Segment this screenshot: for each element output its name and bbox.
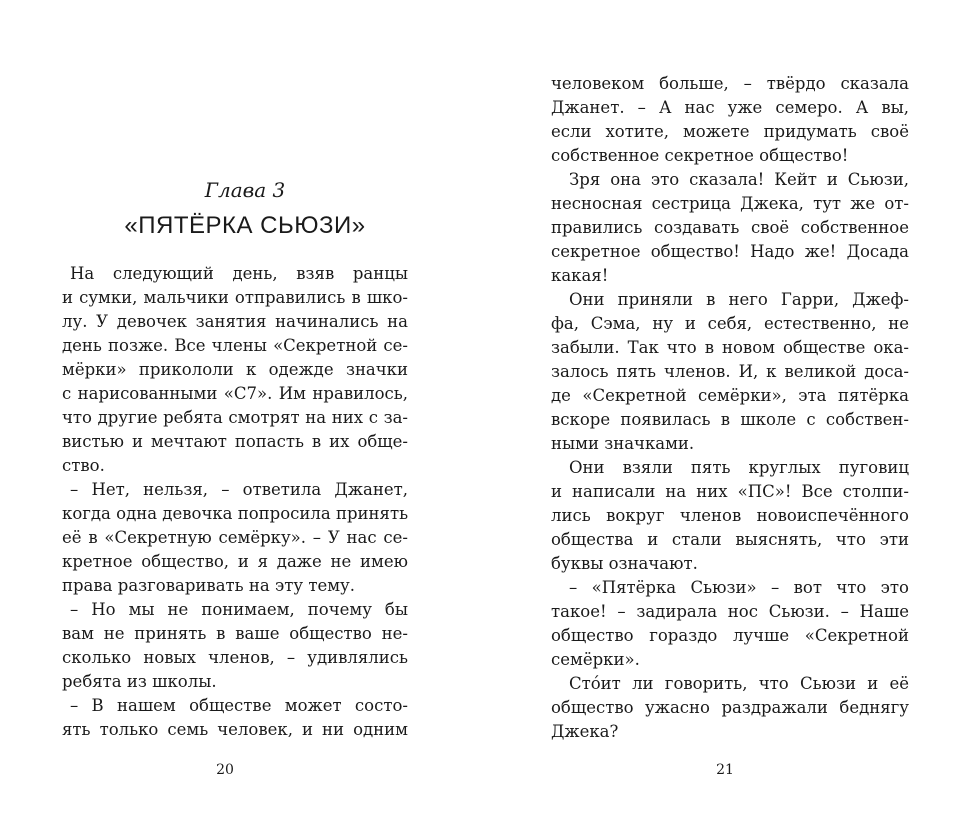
text-line: залось пять членов. И, к великой доса- bbox=[551, 362, 909, 381]
text-line: На следующий день, взяв ранцы bbox=[70, 264, 408, 283]
text-line: вскоре появилась в школе с собствен- bbox=[551, 410, 909, 429]
text-line: правились создавать своё собственное bbox=[551, 218, 909, 237]
text-line: такое! – задирала нос Сьюзи. – Наше bbox=[551, 602, 909, 621]
text-line: собственное секретное общество! bbox=[551, 146, 849, 165]
text-line: вам не принять в ваше общество не- bbox=[62, 624, 408, 643]
text-line: фа, Сэма, ну и себя, естественно, не bbox=[551, 314, 909, 333]
text-line: семёрки». bbox=[551, 650, 640, 669]
text-line: и написали на них «ПС»! Все столпи- bbox=[551, 482, 909, 501]
text-line: секретное общество! Надо же! Досада bbox=[551, 242, 909, 261]
text-line: и сумки, мальчики отправились в шко- bbox=[62, 288, 408, 307]
text-line: де «Секретной семёрки», эта пятёрка bbox=[551, 386, 909, 405]
text-line: ство. bbox=[62, 456, 105, 475]
text-line: ять только семь человек, и ни одним bbox=[62, 720, 408, 739]
text-line: – Но мы не понимаем, почему бы bbox=[70, 600, 408, 619]
text-line: человеком больше, – твёрдо сказала bbox=[551, 74, 909, 93]
text-line: с нарисованными «С7». Им нравилось, bbox=[62, 384, 408, 403]
text-line: буквы означают. bbox=[551, 554, 698, 573]
text-line: общество ужасно раздражали беднягу bbox=[551, 698, 909, 717]
text-line: что другие ребята смотрят на них с за- bbox=[62, 408, 408, 427]
text-line: Джека? bbox=[551, 722, 619, 741]
text-line: ными значками. bbox=[551, 434, 695, 453]
text-line: когда одна девочка попросила принять bbox=[62, 504, 409, 523]
text-line: права разговаривать на эту тему. bbox=[62, 576, 355, 595]
text-line: Джанет. – А нас уже семеро. А вы, bbox=[551, 98, 909, 117]
text-line: ребята из школы. bbox=[62, 672, 217, 691]
text-line: общества и стали выяснять, что эти bbox=[551, 530, 909, 549]
page-number: 20 bbox=[216, 762, 234, 778]
page-number: 21 bbox=[716, 762, 734, 778]
text-line: если хотите, можете придумать своё bbox=[551, 122, 909, 141]
text-line: Они приняли в него Гарри, Джеф- bbox=[569, 290, 909, 309]
text-line: Стóит ли говорить, что Сьюзи и её bbox=[569, 674, 909, 693]
text-line: Зря она это сказала! Кейт и Сьюзи, bbox=[569, 170, 909, 189]
right-page bbox=[489, 0, 977, 815]
text-line: лись вокруг членов новоиспечённого bbox=[551, 506, 909, 525]
text-line: лу. У девочек занятия начинались на bbox=[62, 312, 408, 331]
text-line: – Нет, нельзя, – ответила Джанет, bbox=[70, 480, 408, 499]
text-line: кретное общество, и я даже не имею bbox=[62, 552, 408, 571]
text-line: общество гораздо лучше «Секретной bbox=[551, 626, 909, 645]
text-line: Они взяли пять круглых пуговиц bbox=[569, 458, 909, 477]
text-line: несносная сестрица Джека, тут же от- bbox=[551, 194, 909, 213]
text-line: забыли. Так что в новом обществе ока- bbox=[551, 338, 909, 357]
left-page bbox=[0, 0, 488, 815]
text-line: день позже. Все члены «Секретной се- bbox=[62, 336, 408, 355]
chapter-title: «ПЯТЁРКА СЬЮЗИ» bbox=[124, 212, 366, 239]
text-line: вистью и мечтают попасть в их обще- bbox=[62, 432, 408, 451]
text-line: какая! bbox=[551, 266, 609, 285]
chapter-label: Глава 3 bbox=[204, 178, 286, 202]
text-line: – В нашем обществе может состо- bbox=[70, 696, 408, 715]
text-line: её в «Секретную семёрку». – У нас се- bbox=[62, 528, 408, 547]
text-line: мёрки» прикололи к одежде значки bbox=[62, 360, 408, 379]
text-line: сколько новых членов, – удивлялись bbox=[62, 648, 408, 667]
text-line: – «Пятёрка Сьюзи» – вот что это bbox=[569, 578, 909, 597]
